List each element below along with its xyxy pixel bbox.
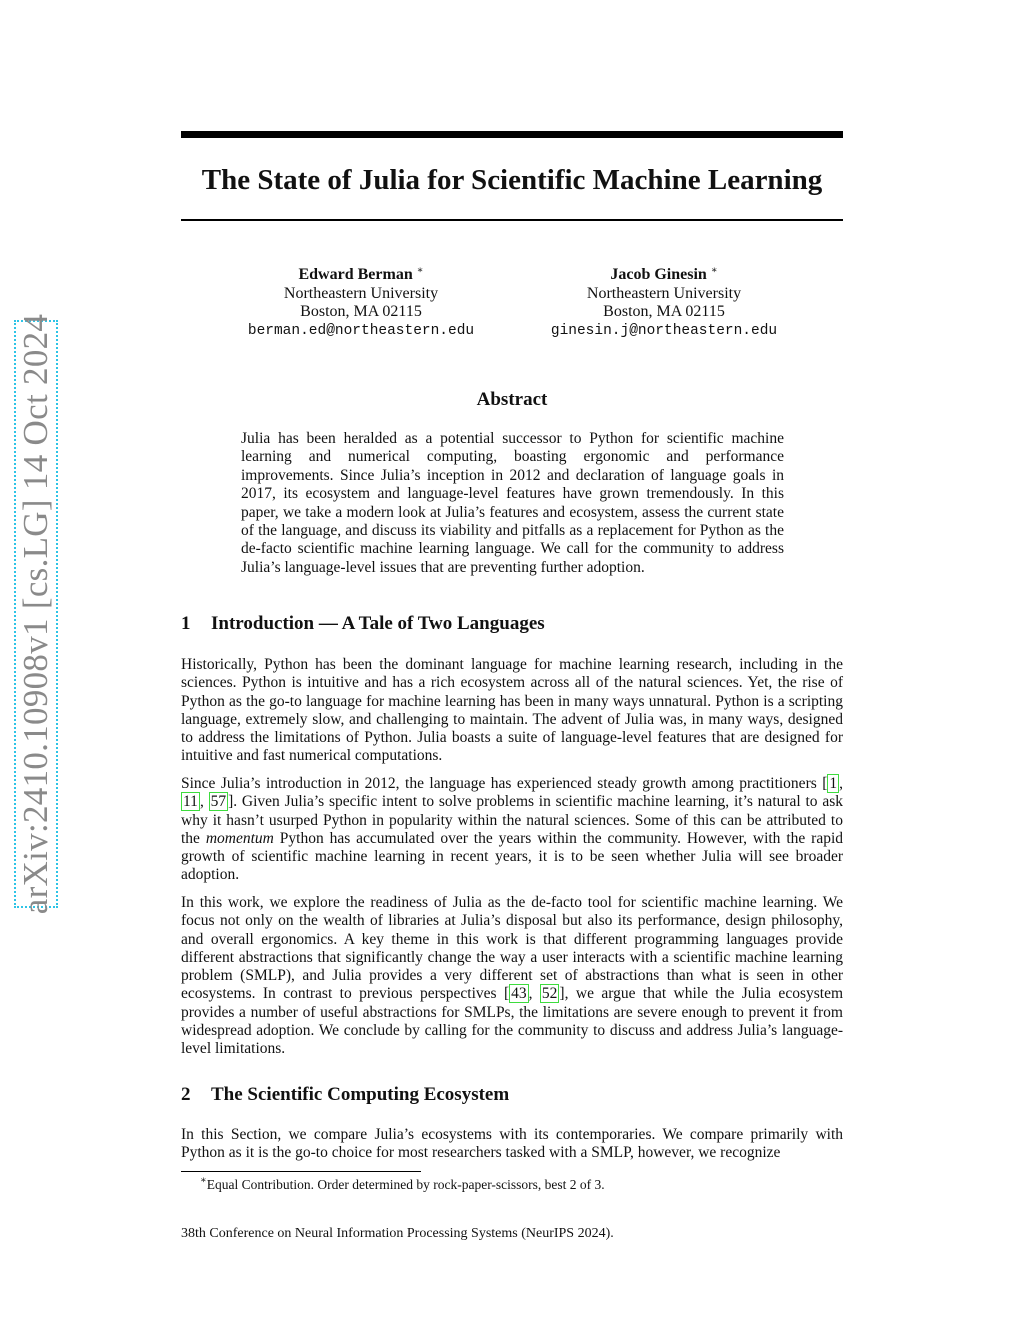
citation-link[interactable]: 52 [541,985,558,1003]
author-email[interactable]: ginesin.j@northeastern.edu [550,322,778,339]
author-name: Jacob Ginesin [610,266,707,283]
arxiv-stamp[interactable] [14,313,58,915]
section-heading [181,1083,509,1107]
author-block [191,266,531,340]
title-rule-top [181,131,843,138]
footnote-text: Equal Contribution. Order determined by rock-paper-scissors, best 2 of 3. [206,1177,605,1192]
arxiv-identifier: arXiv:2410.10908v1 [cs.LG] 14 Oct 2024 [16,313,55,915]
author-name: Edward Berman [298,266,413,283]
emphasis: momentum [205,829,274,847]
paragraph: In this Section, we compare Julia’s ecosystems with its contemporaries. We compare primarily with Python as it is the go-to choice for most researchers tasked with a SMLP, however, we recognize [181,1126,843,1162]
paragraph-text: In this work, we explore the readiness of Julia as the de-facto tool for scientific machine learning. We focus not only on the wealth of libraries at Julia’s disposal but also its performance, design philosophy, and overall ergonomics. A key theme in this work is that different programming languages provide different abstractions that significantly change the way a user interacts with a scientific machine learning problem (SMLP), and Julia provides a very different set of abstractions than what is seen in other ecosystems. In contrast to previous perspectives [ [181,894,843,1003]
author-location: Boston, MA 02115 [603,303,725,320]
author-mark: ∗ [416,265,424,276]
paragraph: In this work, we explore the readiness of Julia as the de-facto tool for scientific machine learning. We focus not only on the wealth of libraries at Julia’s disposal but also its performance, design philosophy, and overall ergonomics. A key theme in this work is that different programming languages provide different abstractions that significantly change the way a user interacts with a scientific machine learning problem (SMLP), and Julia provides a very different set of abstractions than what is seen in other ecosystems. In contrast to previous perspectives [ 43 , 52 ], we argue that while the Julia ecosystem provides a number of useful abstractions for SMLPs, the limitations are severe enough to prevent it from widespread adoption. We conclude by calling for the community to discuss and address Julia’s language-level limitations. [181,894,844,1058]
citation-link[interactable]: 57 [210,793,227,811]
section-title: Introduction — A Tale of Two Languages [211,613,545,634]
author-block [494,266,834,340]
author-affiliation: Northeastern University [586,284,742,302]
paragraph-text: ]. Given Julia’s specific intent to solve problems in scientific machine learning, it’s natural to ask why it hasn’t usurped Python in popularity within the natural sciences. Some of this can be attributed to the [181,793,843,847]
abstract-heading: Abstract [476,389,548,410]
paper-title: The State of Julia for Scientific Machine Learning [201,164,823,196]
section-number: 1 [181,613,191,634]
section-number: 2 [181,1084,191,1105]
footnote-mark: ∗ [200,1175,207,1186]
footnote-rule [181,1171,421,1172]
author-affiliation: Northeastern University [283,284,439,302]
author-email[interactable]: berman.ed@northeastern.edu [247,322,475,339]
title-rule-bottom [181,219,843,221]
citation-link[interactable]: 1 [829,775,838,792]
venue-note: 38th Conference on Neural Information Processing Systems (NeurIPS 2024). [181,1226,614,1241]
footnote [200,1176,605,1193]
paragraph-text: Python has accumulated over the years within the community. However, with the rapid growth of scientific machine learning in recent years, it is to be seen whether Julia will see broader adoption. [181,829,844,884]
paragraph-text: ], we argue that while the Julia ecosystem provides a number of useful abstractions for SMLPs, the limitations are severe enough to prevent it from widespread adoption. We conclude by calling for the community to discuss and address Julia’s language-level limitations. [181,985,844,1058]
paragraph: Historically, Python has been the dominant language for machine learning research, including in the sciences. Python is intuitive and has a rich ecosystem across all of the natural sciences. Yet, the rise of Python as the go-to language for machine learning has been in many ways unnatural. Python is a scripting language, extremely slow, and challenging to maintain. The advent of Julia was, in many ways, designed to address the limitations of Python. Julia boasts a suite of language-level features that are designed for intuitive and fast numerical computations. [181,656,843,765]
paragraph-text: Since Julia’s introduction in 2012, the language has experienced steady growth among practitioners [ [181,775,828,792]
citation-link[interactable]: 11 [183,793,198,811]
paragraph: Since Julia’s introduction in 2012, the language has experienced steady growth among practitioners [ 1 , 11 , 57 ]. Given Julia’s specific intent to solve problems in scientific machine learning, it’s natural to ask why it hasn’t usurped Python in popularity within the natural sciences. Some of this can be attributed to the momentum Python has accumulated over the years within the community. However, with the rapid growth of scientific machine learning in recent years, it is to be seen whether Julia will see broader adoption. [181,775,844,884]
section-title: The Scientific Computing Ecosystem [211,1084,510,1105]
section-heading [181,612,545,636]
author-location: Boston, MA 02115 [300,303,422,320]
citation-link[interactable]: 43 [511,985,527,1003]
author-mark: ∗ [710,265,718,276]
abstract-text: Julia has been heralded as a potential successor to Python for scientific machine learning and numerical computing, boasting ergonomic and performance improvements. Since Julia’s inception in 2012 and declaration of language goals in 2017, its ecosystem and language-level features have grown tremendously. In this paper, we take a modern look at Julia’s features and ecosystem, assess the current state of the language, and discuss its viability and pitfalls as a replacement for Python as the de-facto scientific machine learning language. We call for the community to address Julia’s language-level issues that are preventing further adoption. [241,430,784,576]
